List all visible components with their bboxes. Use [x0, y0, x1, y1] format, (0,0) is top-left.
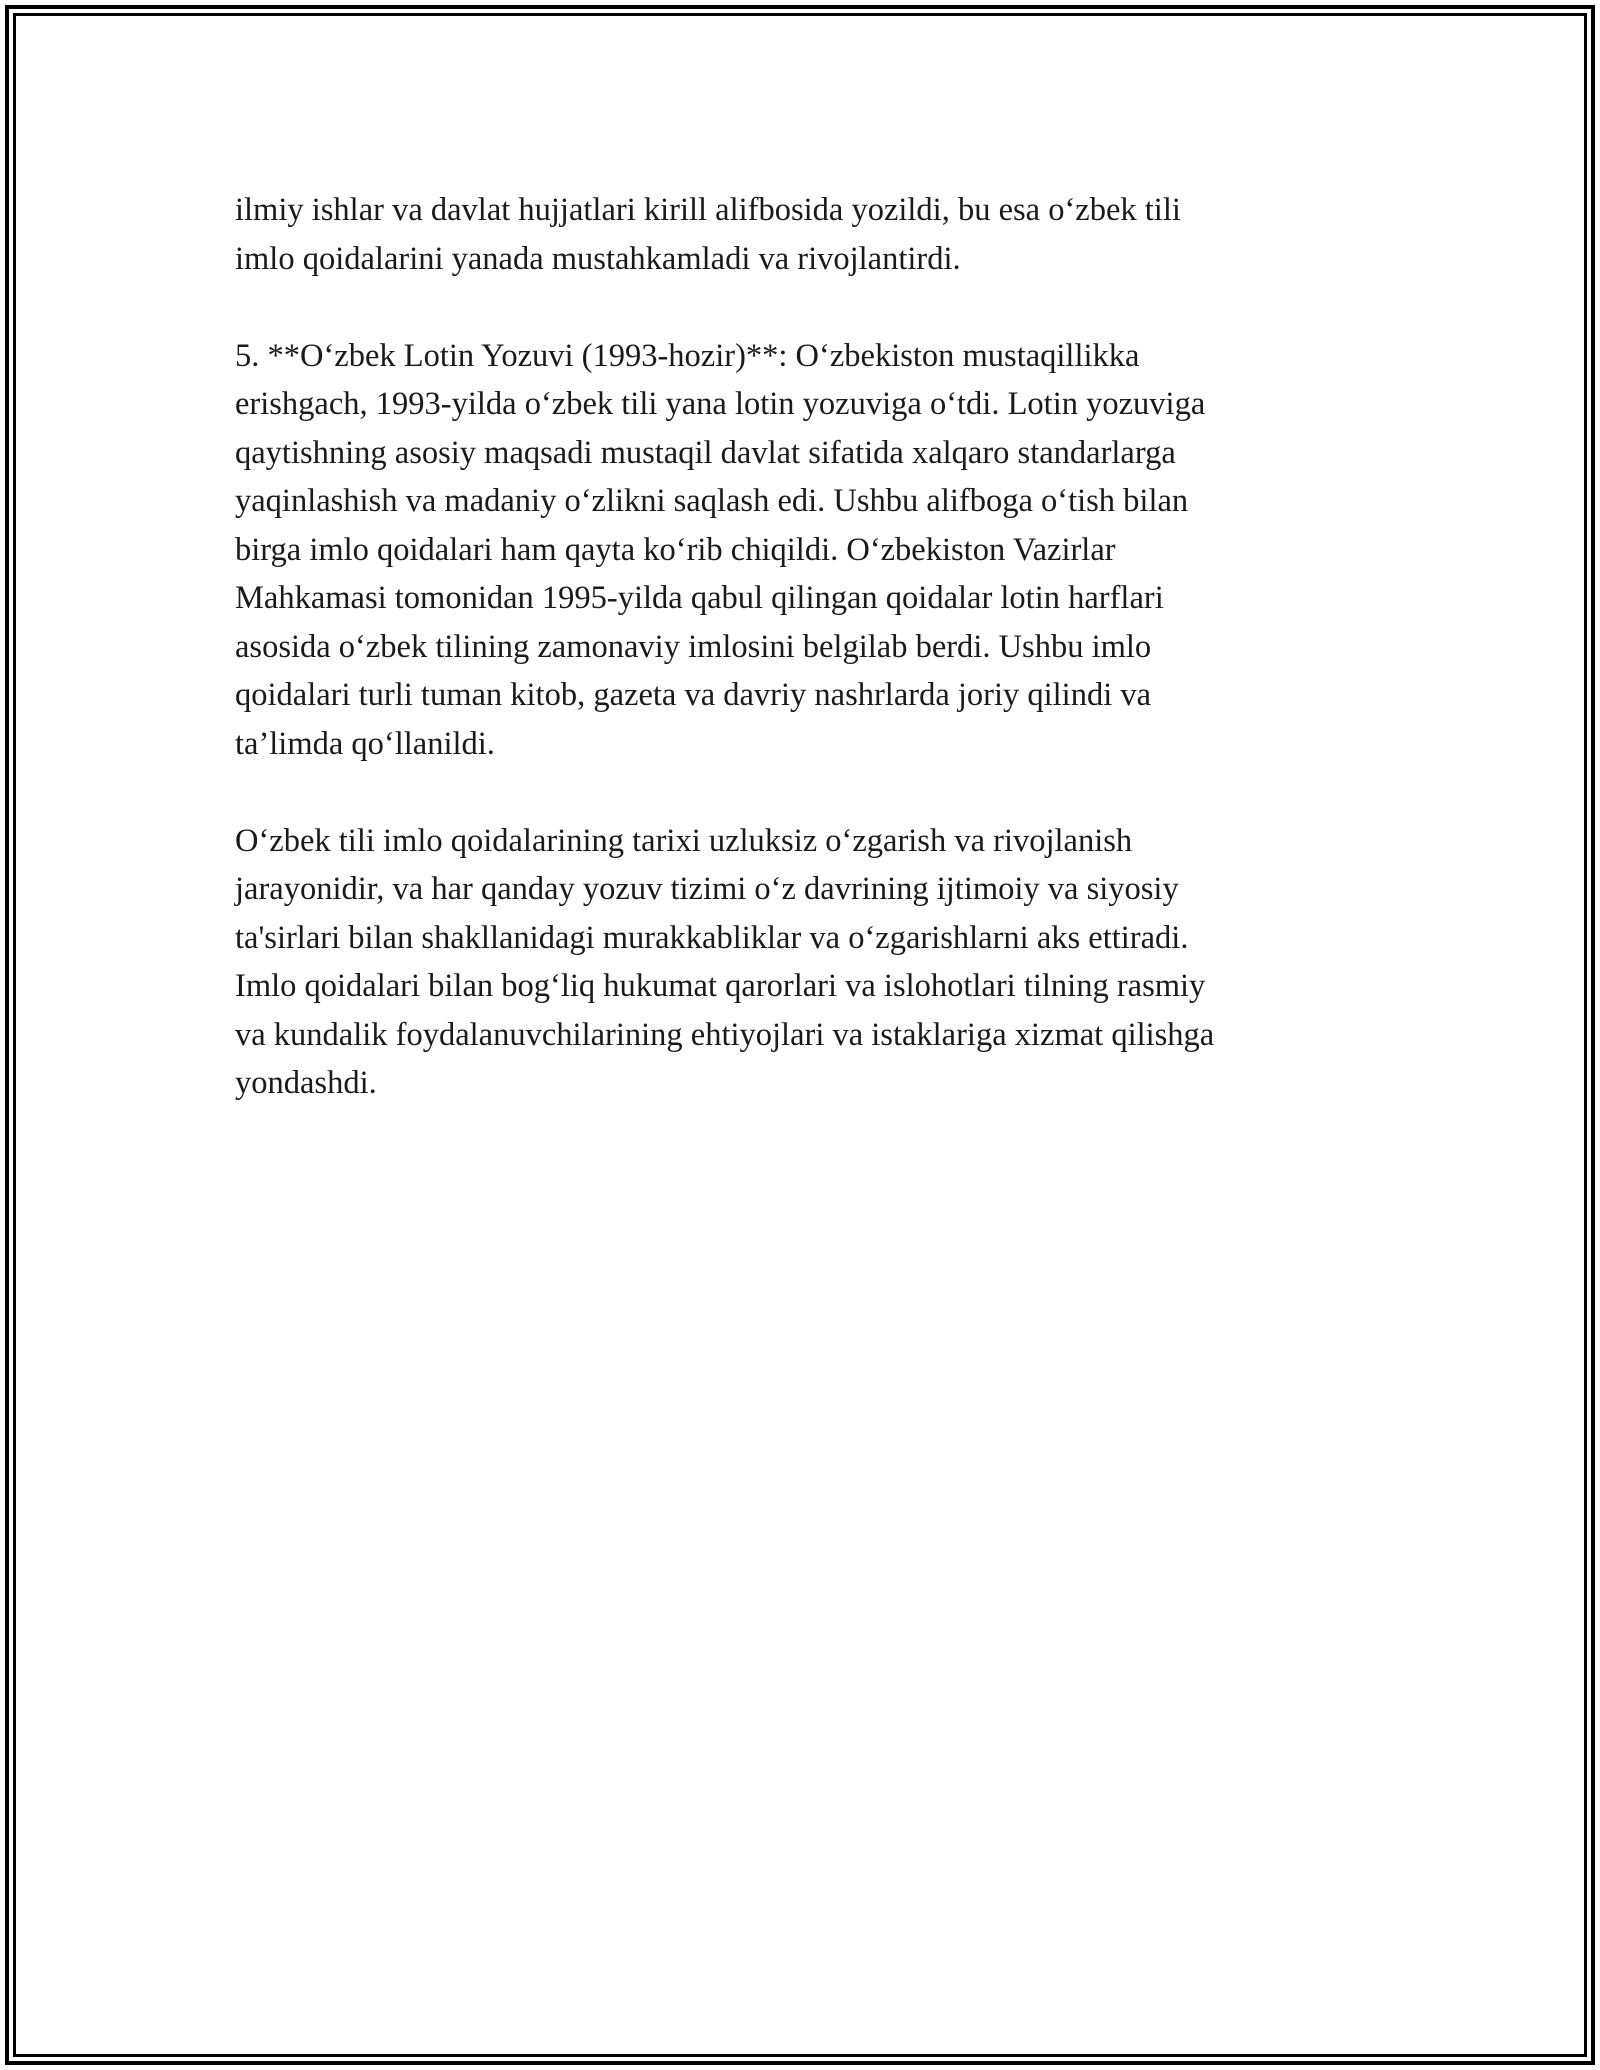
- text-line: qaytishning asosiy maqsadi mustaqil davlat sifatida xalqaro standarlarga: [235, 434, 1176, 471]
- text-line: jarayonidir, va har qanday yozuv tizimi o‘z davrining ijtimoiy va siyosiy: [235, 871, 1179, 907]
- text-line: Imlo qoidalari bilan bog‘liq hukumat qarorlari va islohotlari tilning rasmiy: [235, 968, 1206, 1004]
- text-line: birga imlo qoidalari ham qayta ko‘rib chiqildi. O‘zbekiston Vazirlar: [235, 531, 1116, 568]
- text-line: 5. **O‘zbek Lotin Yozuvi (1993-hozir)**: O‘zbekiston mustaqillikka: [235, 337, 1140, 374]
- text-line: ta'sirlari bilan shakllanidagi murakkabliklar va o‘zgarishlarni aks ettiradi.: [235, 919, 1189, 956]
- text-line: O‘zbek tili imlo qoidalarining tarixi uzluksiz o‘zgarish va rivojlanish: [235, 822, 1133, 859]
- text-line: qoidalari turli tuman kitob, gazeta va davriy nashrlarda joriy qilindi va: [235, 677, 1152, 713]
- text-line: erishgach, 1993-yilda o‘zbek tili yana lotin yozuviga o‘tdi. Lotin yozuviga: [235, 386, 1206, 422]
- text-line: asosida o‘zbek tilining zamonaviy imlosini belgilab berdi. Ushbu imlo: [235, 628, 1152, 665]
- text-line: ilmiy ishlar va davlat hujjatlari kirill alifbosida yozildi, bu esa o‘zbek tili: [235, 192, 1181, 228]
- paragraph-2: [235, 332, 1365, 769]
- paragraph-3: [235, 817, 1365, 1108]
- text-line: Mahkamasi tomonidan 1995-yilda qabul qilingan qoidalar lotin harflari: [235, 580, 1164, 616]
- text-line: imlo qoidalarini yanada mustahkamladi va rivojlantirdi.: [235, 240, 961, 277]
- paragraph-1: [235, 186, 1365, 283]
- text-line: yaqinlashish va madaniy o‘zlikni saqlash edi. Ushbu alifboga o‘tish bilan: [235, 483, 1189, 519]
- document-body: [235, 186, 1365, 1156]
- text-line: yondashdi.: [235, 1065, 377, 1101]
- text-line: ta’limda qo‘llanildi.: [235, 725, 495, 762]
- text-line: va kundalik foydalanuvchilarining ehtiyojlari va istaklariga xizmat qilishga: [235, 1016, 1215, 1053]
